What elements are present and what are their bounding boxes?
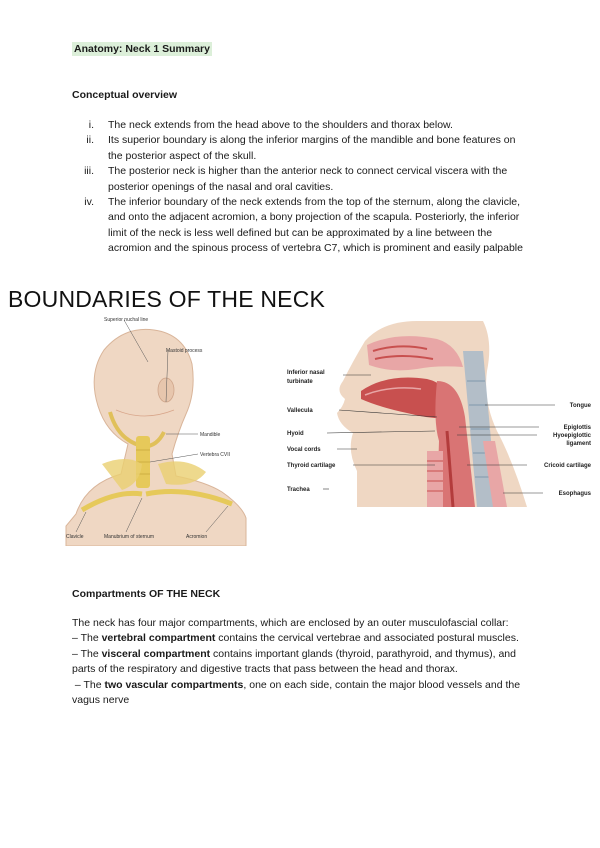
label-mandible: Mandible xyxy=(200,432,221,438)
compartments-body xyxy=(72,616,532,708)
label-clavicle: Clavicle xyxy=(66,534,84,540)
compartment-item xyxy=(72,631,532,646)
label-hyoid: Hyoid xyxy=(287,431,304,437)
label-vocal-cords: Vocal cords xyxy=(287,447,321,453)
label-vallecula: Vallecula xyxy=(287,408,313,414)
label-thyroid-cartilage: Thyroid cartilage xyxy=(287,463,336,469)
label-hyoepiglottic-2: ligament xyxy=(566,441,591,447)
list-item xyxy=(72,133,532,164)
compartment-description: contains important glands (thyroid, parathyroid, and thymus), and parts of the respiratory and digestive tracts that pass between the head and thorax. xyxy=(72,647,516,676)
compartment-name: visceral compartment xyxy=(101,647,211,660)
compartment-prefix: – The xyxy=(72,678,105,691)
list-text: The neck extends from the head above to the shoulders and thorax below. xyxy=(108,119,453,131)
compartments-intro: The neck has four major compartments, which are enclosed by an outer musculofascial collar: xyxy=(72,617,509,629)
label-inferior-nasal-1: Inferior nasal xyxy=(287,370,325,376)
label-mastoid-process: Mastoid process xyxy=(166,348,203,354)
label-acromion: Acromion xyxy=(186,534,208,540)
conceptual-overview-heading: Conceptual overview xyxy=(72,89,178,101)
compartment-prefix: – The xyxy=(72,647,102,660)
sagittal-section-figure xyxy=(287,321,593,507)
list-number: i. xyxy=(88,119,94,131)
compartment-item xyxy=(72,647,532,678)
label-inferior-nasal-2: turbinate xyxy=(287,379,313,385)
list-item xyxy=(72,118,532,133)
compartments-heading: Compartments OF THE NECK xyxy=(72,588,221,600)
label-cricoid-cartilage: Cricoid cartilage xyxy=(543,463,591,469)
label-vertebra: Vertebra CVII xyxy=(200,452,231,458)
page-title: Anatomy: Neck 1 Summary xyxy=(74,43,210,55)
compartment-name: vertebral compartment xyxy=(101,632,216,645)
list-number: iv. xyxy=(84,196,94,209)
neck-boundaries-figure xyxy=(46,314,276,546)
list-text: The posterior neck is higher than the anterior neck to connect cervical viscera with the posterior openings of the nasal and oral cavities. xyxy=(108,165,508,193)
list-item xyxy=(72,164,532,195)
label-hyoepiglottic-1: Hyoepiglottic xyxy=(552,433,591,439)
compartment-description: contains the cervical vertebrae and associated postural muscles. xyxy=(215,632,519,645)
label-epiglottis: Epiglottis xyxy=(563,425,591,431)
label-esophagus: Esophagus xyxy=(558,491,591,497)
list-text: The inferior boundary of the neck extends from the top of the sternum, along the clavicle, and onto the adjacent acromion, a bony projection of the scapula. Posteriorly, the inferior limit of the neck is less well defined but can be approximated by a line between the acromion and the spinous process of vertebra C7, which is prominent and easily palpable xyxy=(108,196,523,255)
conceptual-overview-list xyxy=(72,118,532,257)
label-manubrium: Manubrium of sternum xyxy=(104,534,155,540)
list-item xyxy=(72,195,532,257)
compartment-item xyxy=(72,678,532,709)
compartment-description: , one on each side, contain the major blood vessels and the vagus nerve xyxy=(72,678,521,707)
compartment-prefix: – The xyxy=(72,632,102,645)
list-text: Its superior boundary is along the inferior margins of the mandible and bone features on the posterior aspect of the skull. xyxy=(108,134,516,162)
list-number: ii. xyxy=(86,134,94,147)
list-number: iii. xyxy=(84,165,94,178)
compartment-name: two vascular compartments xyxy=(104,678,244,691)
label-trachea: Trachea xyxy=(287,487,310,493)
label-tongue: Tongue xyxy=(569,403,591,409)
label-superior-nuchal-line: Superior nuchal line xyxy=(104,317,149,323)
boundaries-section-title: BOUNDARIES OF THE NECK xyxy=(8,286,326,312)
